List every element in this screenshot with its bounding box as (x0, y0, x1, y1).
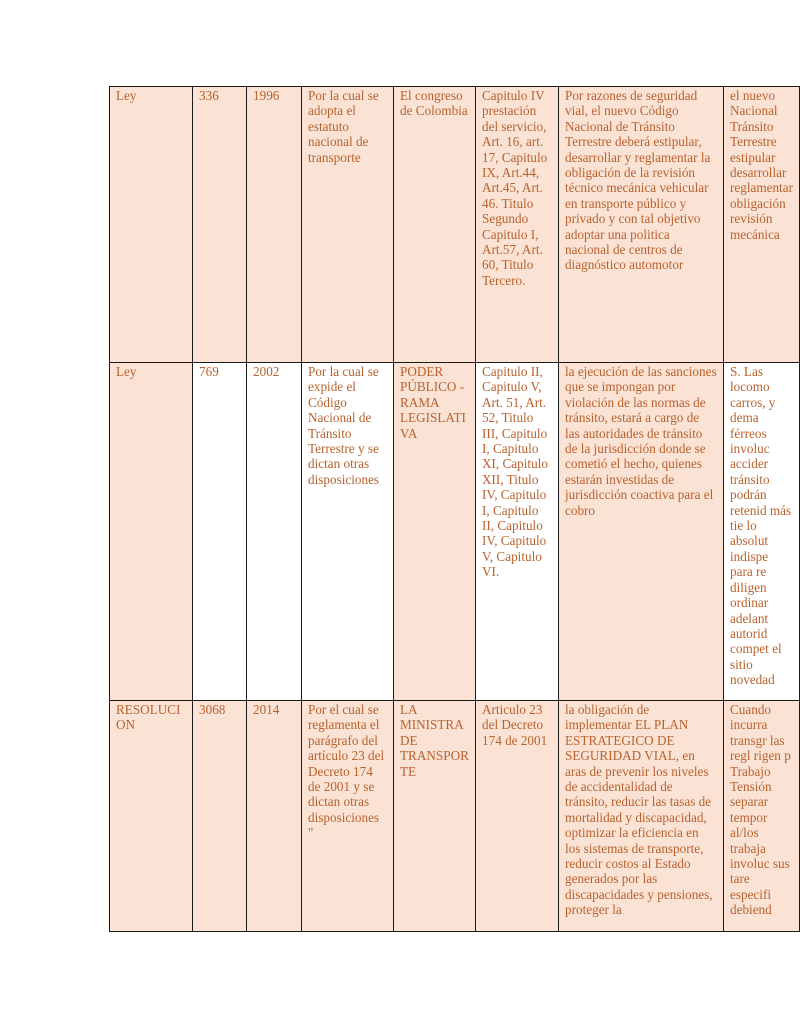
table-row (110, 701, 800, 932)
norm-purpose-cell: Por el cual se reglamenta el parágrafo del artículo 23 del Decreto 174 de 2001 y se dictan otras disposiciones " (302, 701, 394, 932)
legal-norms-table (109, 86, 800, 932)
norm-description-cell: la ejecución de las sanciones que se impongan por violación de las normas de tránsito, estará a cargo de las autoridades de tránsito de la jurisdicción donde se cometió el hecho, quienes estarán investidas de jurisdicción coactiva para el cobro (559, 363, 724, 701)
norm-application-cell: Cuando incurra transgr las regl rigen p Trabajo Tensión separar tempor al/los trabaja involuc sus tare especifi debiend (724, 701, 800, 932)
norm-articles-cell: Capitulo IV prestación del servicio, Art. 16, art. 17, Capitulo IX, Art.44, Art.45, Art. 46. Titulo Segundo Capitulo I, Art.57, Art. 60, Titulo Tercero. (476, 87, 559, 363)
norm-type-cell: RESOLUCION (110, 701, 193, 932)
norm-purpose-cell: Por la cual se adopta el estatuto nacional de transporte (302, 87, 394, 363)
norm-number-cell: 769 (193, 363, 247, 701)
norm-type-cell: Ley (110, 87, 193, 363)
norm-issuer-cell: LA MINISTRA DE TRANSPORTE (394, 701, 476, 932)
norm-purpose-cell: Por la cual se expide el Código Nacional de Tránsito Terrestre y se dictan otras disposiciones (302, 363, 394, 701)
table-row (110, 87, 800, 363)
norm-articles-cell: Capitulo II, Capitulo V, Art. 51, Art. 52, Titulo III, Capitulo I, Capitulo XI, Capitulo XII, Titulo IV, Capitulo I, Capitulo II, Capitulo IV, Capitulo V, Capitulo VI. (476, 363, 559, 701)
norm-issuer-cell: El congreso de Colombia (394, 87, 476, 363)
norm-issuer-cell: PODER PÚBLICO - RAMA LEGISLATIVA (394, 363, 476, 701)
norm-application-cell: S. Las locomo carros, y dema férreos involuc accider tránsito podrán retenid más tie lo absolut indispe para re diligen ordinar adelant autorid compet el sitio novedad (724, 363, 800, 701)
norm-year-cell: 2014 (247, 701, 302, 932)
norm-articles-cell: Articulo 23 del Decreto 174 de 2001 (476, 701, 559, 932)
norm-type-cell: Ley (110, 363, 193, 701)
norm-year-cell: 1996 (247, 87, 302, 363)
table-row (110, 363, 800, 701)
norm-year-cell: 2002 (247, 363, 302, 701)
norm-description-cell: Por razones de seguridad vial, el nuevo Código Nacional de Tránsito Terrestre deberá estipular, desarrollar y reglamentar la obligación de la revisión técnico mecánica vehicular en transporte público y privado y con tal objetivo adoptar una politica nacional de centros de diagnóstico automotor (559, 87, 724, 363)
norm-number-cell: 3068 (193, 701, 247, 932)
norm-number-cell: 336 (193, 87, 247, 363)
norm-description-cell: la obligación de implementar EL PLAN ESTRATEGICO DE SEGURIDAD VIAL, en aras de prevenir los niveles de accidentalidad de tránsito, reducir las tasas de mortalidad y discapacidad, optimizar la eficiencia en los sistemas de transporte, reducir costos al Estado generados por las discapacidades y pensiones, proteger la (559, 701, 724, 932)
norm-application-cell: el nuevo Nacional Tránsito Terrestre estipular desarrollar reglamentar obligación revisión mecánica (724, 87, 800, 363)
